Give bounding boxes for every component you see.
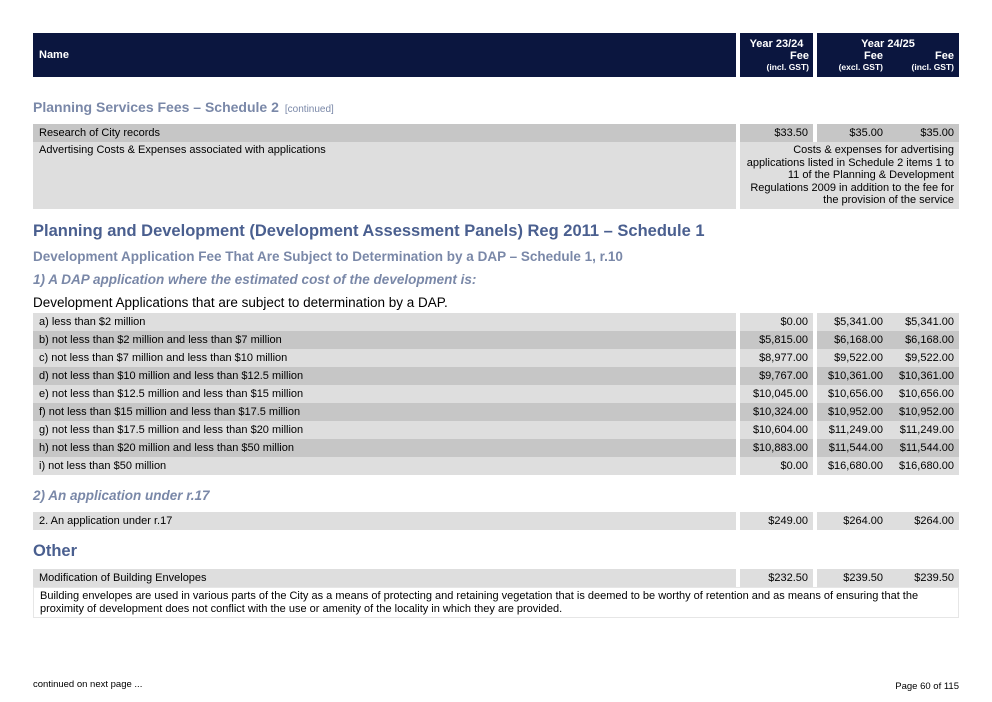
row-fee-2324: $232.50 [740,569,813,587]
row-fee-2324: $9,767.00 [740,367,813,385]
table-row [33,457,959,475]
table-row [33,439,959,457]
other-description: Building envelopes are used in various parts of the City as a means of protecting and retaining vegetation that is deemed to be worthy of retention and as means of ensuring that the proximity of development does not conflict with the use or amenity of the locality in which they are provided. [33,587,959,618]
row-fee-2425-excl: $35.00 [817,124,888,142]
row-fee-2425-excl: $10,361.00 [817,367,888,385]
row-name: a) less than $2 million [33,313,736,331]
row-name: g) not less than $17.5 million and less than $20 million [33,421,736,439]
row-name: d) not less than $10 million and less than $12.5 million [33,367,736,385]
row-fee-2425-incl: $10,656.00 [888,385,959,403]
schedule2-heading [33,99,959,115]
table-row [33,124,959,142]
row-fee-2324: $249.00 [740,512,813,530]
row-fee-2425-excl: $264.00 [817,512,888,530]
row-fee-2324: $10,604.00 [740,421,813,439]
table-row [33,331,959,349]
header-year2-title: Year 24/25 [861,38,915,50]
row-fee-2324: $5,815.00 [740,331,813,349]
row-name: Research of City records [33,124,736,142]
row-fee-2425-incl: $10,952.00 [888,403,959,421]
dap-intro: Development Applications that are subject to determination by a DAP. [33,295,448,310]
row-fee-2425-incl: $35.00 [888,124,959,142]
schedule2-title: Planning Services Fees – Schedule 2 [33,99,279,115]
row-name: h) not less than $20 million and less than $50 million [33,439,736,457]
header-year2-fee-excl: Fee [864,50,883,62]
table-row [33,569,959,587]
row-fee-2425-excl: $10,952.00 [817,403,888,421]
header-year1-fee: Fee [790,50,809,62]
row-fee-2425-excl: $9,522.00 [817,349,888,367]
row-name: Advertising Costs & Expenses associated with applications [33,142,736,209]
dap-question-2: 2) An application under r.17 [33,488,210,503]
table-row [33,349,959,367]
table-row [33,385,959,403]
row-name: c) not less than $7 million and less than $10 million [33,349,736,367]
row-fee-2425-incl: $11,249.00 [888,421,959,439]
row-fee-2425-excl: $5,341.00 [817,313,888,331]
row-name: f) not less than $15 million and less than $17.5 million [33,403,736,421]
dap-table [33,313,959,475]
row-fee-2425-incl: $264.00 [888,512,959,530]
row-fee-2425-incl: $9,522.00 [888,349,959,367]
dap-subtitle: Development Application Fee That Are Subject to Determination by a DAP – Schedule 1, r.10 [33,249,623,264]
row-fee-2425-excl: $11,249.00 [817,421,888,439]
row-fee-2425-incl: $239.50 [888,569,959,587]
row-fee-2425-incl: $11,544.00 [888,439,959,457]
table-row [33,313,959,331]
header-name: Name [33,33,736,77]
row-fee-2425-excl: $6,168.00 [817,331,888,349]
table-row [33,421,959,439]
row-fee-2425-excl: $239.50 [817,569,888,587]
continued-note: continued on next page ... [33,679,143,690]
row-fee-2324: $10,045.00 [740,385,813,403]
row-fee-2324: $0.00 [740,457,813,475]
table-header [33,33,959,77]
row-fee-2425-incl: $5,341.00 [888,313,959,331]
table-row [33,142,959,209]
table-row [33,367,959,385]
row-fee-2324: $0.00 [740,313,813,331]
header-year2-gst-excl: (excl. GST) [838,62,883,72]
row-name: 2. An application under r.17 [33,512,736,530]
row-note: Costs & expenses for advertising applications listed in Schedule 2 items 1 to 11 of the Planning & Development Regulations 2009 in addition to the fee for the provision of the service [740,142,959,209]
table-row [33,512,959,530]
header-year2-gst-incl: (incl. GST) [911,62,954,72]
row-name: Modification of Building Envelopes [33,569,736,587]
header-year2-fee-incl: Fee [935,50,954,62]
row-name: b) not less than $2 million and less than $7 million [33,331,736,349]
dap-question-1: 1) A DAP application where the estimated cost of the development is: [33,272,477,287]
row-fee-2425-excl: $16,680.00 [817,457,888,475]
header-year2 [817,33,959,77]
row-name: i) not less than $50 million [33,457,736,475]
row-fee-2324: $33.50 [740,124,813,142]
header-year1 [740,33,813,77]
continued-label: [continued] [284,104,334,115]
row-fee-2425-excl: $10,656.00 [817,385,888,403]
dap-title: Planning and Development (Development Assessment Panels) Reg 2011 – Schedule 1 [33,222,705,240]
header-year1-gst: (incl. GST) [766,62,809,72]
row-fee-2425-incl: $10,361.00 [888,367,959,385]
row-fee-2324: $10,883.00 [740,439,813,457]
row-fee-2425-incl: $6,168.00 [888,331,959,349]
row-fee-2324: $10,324.00 [740,403,813,421]
row-name: e) not less than $12.5 million and less than $15 million [33,385,736,403]
other-title: Other [33,542,78,560]
table-row [33,403,959,421]
row-fee-2324: $8,977.00 [740,349,813,367]
page-number: Page 60 of 115 [895,681,959,692]
row-fee-2425-excl: $11,544.00 [817,439,888,457]
row-fee-2425-incl: $16,680.00 [888,457,959,475]
fee-schedule-page [33,33,959,618]
header-year1-title: Year 23/24 [749,38,804,50]
